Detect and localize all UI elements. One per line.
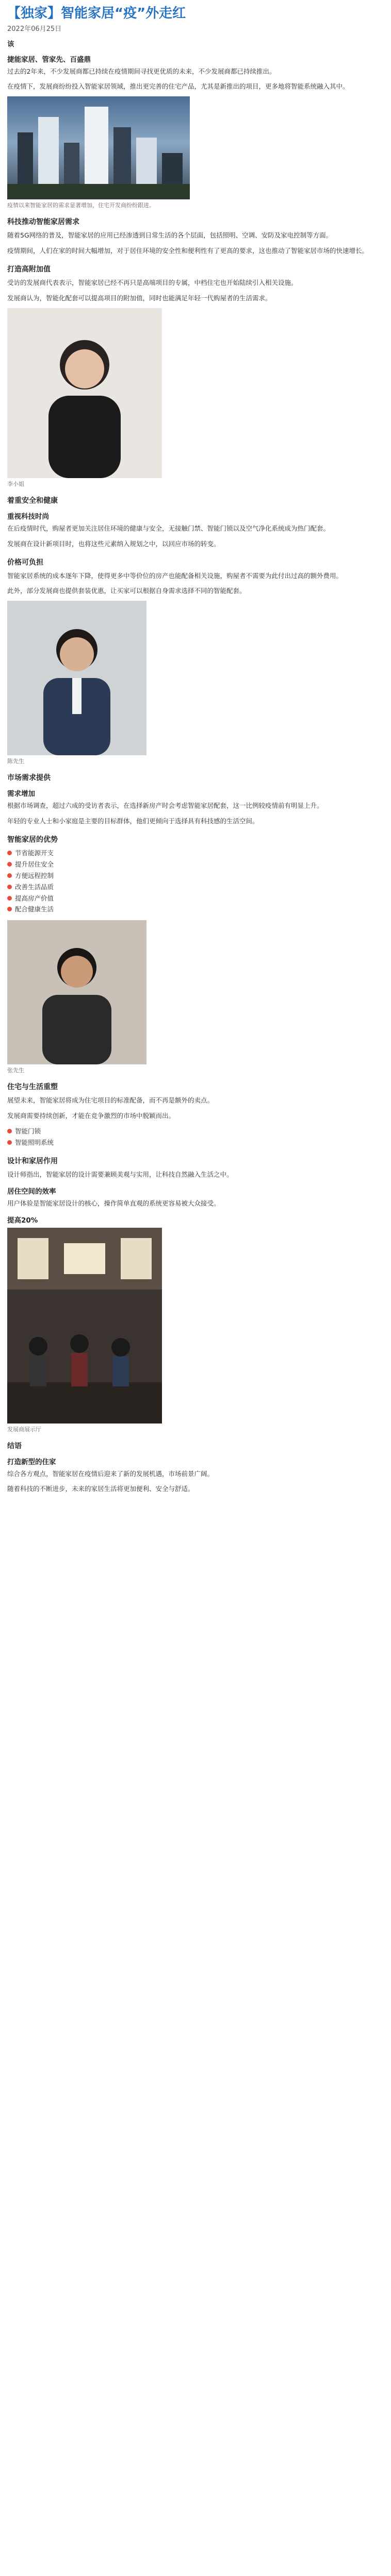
city-skyline-photo (7, 96, 384, 209)
future-heading: 住宅与生活重塑 (7, 1083, 58, 1092)
bullet-dot-icon (7, 862, 12, 867)
design-section (7, 1156, 384, 1433)
bullet-dot-icon (7, 1140, 12, 1145)
executive-photo (7, 601, 384, 765)
conclusion-heading: 结语 (7, 1442, 22, 1450)
trend-paragraph: 疫情期间，人们在家的时间大幅增加，对于居住环境的安全性和便利性有了更高的要求，这也推动了智能家居市场的快速增长。 (7, 247, 369, 255)
man-illustration (7, 601, 146, 755)
design-subheading: 居住空间的效率 (7, 1187, 56, 1196)
future-section (7, 1081, 384, 1148)
intro-image-caption: 疫情以来智能家居的需求显著增加，住宅开发商纷纷跟进。 (7, 202, 155, 209)
price-heading: 价格可负担 (7, 558, 43, 567)
bullet-dot-icon (7, 885, 12, 889)
price-section (7, 557, 384, 766)
article-date: 2022年06月25日 (7, 25, 62, 33)
interviewee-photo (7, 308, 384, 488)
price-image-caption: 陈先生 (7, 758, 24, 765)
benefits-heading: 智能家居的优势 (7, 836, 58, 844)
market-subheading: 需求增加 (7, 790, 35, 799)
skyline-illustration (7, 96, 190, 199)
trend-paragraph: 随着5G网络的普及，智能家居的应用已经渗透到日常生活的各个层面，包括照明、空调、安防及家电控制等方面。 (7, 231, 333, 240)
bullet-dot-icon (7, 873, 12, 878)
design-paragraph: 设计师指出，智能家居的设计需要兼顾美观与实用，让科技自然融入生活之中。 (7, 1170, 233, 1178)
conclusion-paragraph: 随着科技的不断进步，未来的家居生活将更加便利、安全与舒适。 (7, 1485, 194, 1493)
market-section (7, 772, 384, 827)
speaker-photo (7, 920, 384, 1074)
value-image-caption: 李小姐 (7, 480, 24, 487)
safety-paragraph: 发展商在设计新项目时，也将这些元素纳入规划之中，以回应市场的转变。 (7, 539, 220, 548)
safety-subheading: 重视科技时尚 (7, 512, 49, 521)
intro-paragraph: 过去的2年来，不少发展商都已持续在疫情期间寻找更优质的未来，不少发展商都已持续推出。 (7, 67, 276, 75)
benefits-image-caption: 张先生 (7, 1067, 24, 1074)
design-image-caption: 发展商展示厅 (7, 1426, 41, 1433)
article-title: 【独家】智能家居“疫”外走红 (7, 6, 186, 21)
market-paragraph: 根据市场调查，超过六成的受访者表示，在选择新房产时会考虑智能家居配套，这一比例较疫情前有明显上升。 (7, 802, 323, 810)
trend-heading: 科技推动智能家居需求 (7, 218, 79, 227)
list-item: 配合健康生活 (7, 904, 384, 915)
conclusion-paragraph: 综合各方观点，智能家居在疫情后迎来了新的发展机遇，市场前景广阔。 (7, 1469, 214, 1478)
trend-section (7, 216, 384, 257)
list-item: 改善生活品质 (7, 882, 384, 893)
bullet-dot-icon (7, 907, 12, 911)
list-item: 智能门锁 (7, 1126, 384, 1137)
price-paragraph: 此外，部分发展商也提供套装优惠，让买家可以根据自身需求选择不同的智能配套。 (7, 587, 246, 595)
speaker-illustration (7, 920, 146, 1064)
market-heading: 市场需求提供 (7, 774, 51, 783)
design-heading: 设计和家居作用 (7, 1157, 58, 1165)
list-item: 提升居住安全 (7, 859, 384, 870)
list-item: 智能照明系统 (7, 1137, 384, 1148)
list-item: 节省能源开支 (7, 848, 384, 859)
market-paragraph: 年轻的专业人士和小家庭是主要的目标群体，他们更倾向于选择具有科技感的生活空间。 (7, 817, 259, 825)
future-paragraph: 展望未来，智能家居将成为住宅项目的标准配备，而不再是额外的卖点。 (7, 1096, 214, 1105)
intro-section (7, 38, 384, 210)
list-item: 提高房产价值 (7, 893, 384, 904)
intro-paragraph: 在疫情下，发展商纷纷投入智能家居领域，推出更完善的住宅产品，尤其是新推出的项目，更多地将智能系统融入其中。 (7, 82, 349, 91)
safety-section (7, 495, 384, 550)
value-heading: 打造高附加值 (7, 265, 51, 274)
design-subheading: 提高20% (7, 1216, 38, 1225)
safety-heading: 着重安全和健康 (7, 496, 58, 505)
future-paragraph: 发展商需要持续创新，才能在竞争激烈的市场中脱颖而出。 (7, 1112, 175, 1120)
intro-subheading: 捷能家居、管家先、百盛鼎 (7, 55, 91, 64)
person-illustration (7, 308, 162, 478)
bullet-dot-icon (7, 1129, 12, 1133)
list-item: 方便远程控制 (7, 870, 384, 882)
safety-paragraph: 在后疫情时代，购屋者更加关注居住环境的健康与安全，无接触门禁、智能门锁以及空气净化系统成为热门配套。 (7, 524, 330, 532)
value-paragraph: 发展商认为，智能化配套可以提高项目的附加值，同时也能满足年轻一代购屋者的生活需求。 (7, 294, 272, 302)
conclusion-subheading: 打造新型的住家 (7, 1458, 56, 1466)
showroom-photo (7, 1228, 384, 1433)
benefits-section (7, 834, 384, 1074)
intro-heading: 该 (7, 40, 14, 48)
conclusion-section (7, 1440, 384, 1495)
design-paragraph: 用户体验是智能家居设计的核心，操作简单直观的系统更容易被大众接受。 (7, 1199, 220, 1207)
future-list (7, 1126, 384, 1148)
bullet-dot-icon (7, 896, 12, 901)
value-paragraph: 受访的发展商代表表示，智能家居已经不再只是高端项目的专属，中档住宅也开始陆续引入相关设施。 (7, 279, 298, 286)
value-section (7, 264, 384, 488)
benefits-list (7, 848, 384, 915)
price-paragraph: 智能家居系统的成本逐年下降，使得更多中等价位的房产也能配备相关设施，购屋者不需要为此付出过高的额外费用。 (7, 571, 343, 580)
showroom-illustration (7, 1228, 162, 1423)
bullet-dot-icon (7, 851, 12, 855)
